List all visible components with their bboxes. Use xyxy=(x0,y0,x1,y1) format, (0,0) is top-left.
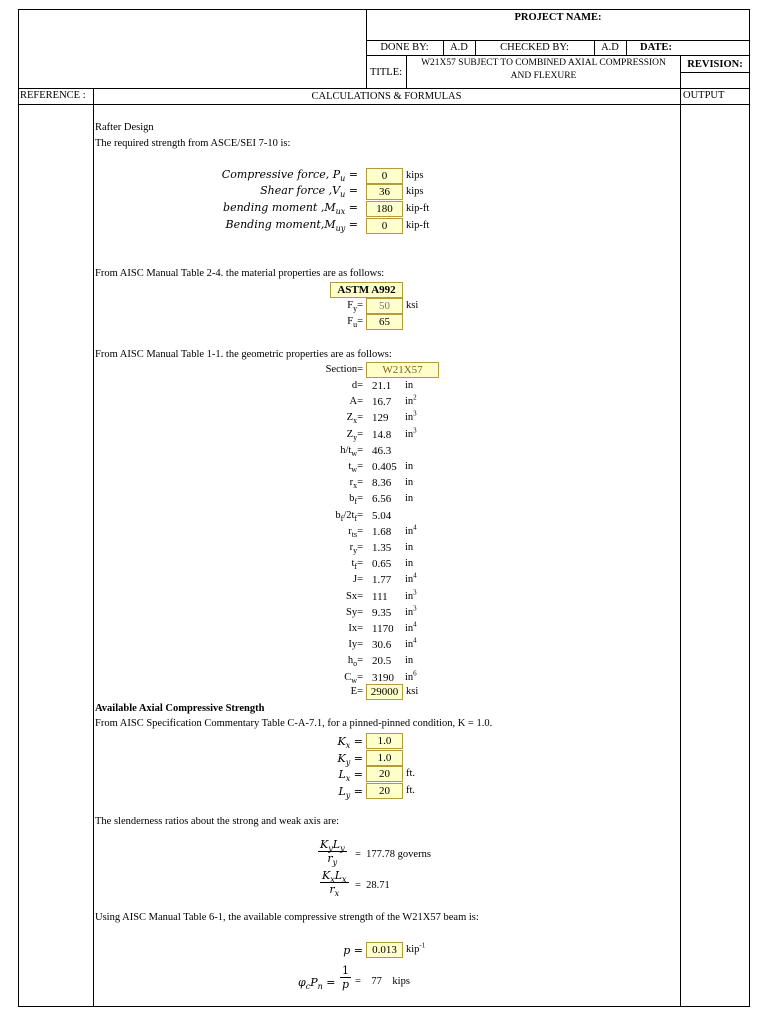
ratio-x-eq: = 28.71 xyxy=(355,880,390,891)
prop-unit-sup: 4 xyxy=(413,636,417,645)
checked-by-label: CHECKED BY: xyxy=(500,42,569,53)
prop-unit xyxy=(405,461,413,472)
phi-fraction xyxy=(340,964,351,991)
checked-by-value: A.D xyxy=(601,42,619,53)
param-sym: L xyxy=(338,768,346,781)
prop-name: h/t xyxy=(340,445,352,456)
muy-input[interactable]: 0 xyxy=(366,218,403,234)
prop-sub: f xyxy=(354,562,358,572)
load-sub: u xyxy=(340,174,346,184)
prop-unit xyxy=(405,655,413,666)
prop-label: $r_y=$ xyxy=(349,542,363,556)
fu-letter: F xyxy=(347,316,354,327)
prop-unit-text: in xyxy=(405,639,414,650)
prop-label: Sx= xyxy=(345,591,363,602)
prop-label: $Z_y=$ xyxy=(346,429,363,443)
fy-letter: F xyxy=(347,300,354,311)
ratio-x-fraction xyxy=(320,869,349,899)
p-label: p = xyxy=(343,944,363,957)
prop-value: 8.36 xyxy=(372,477,392,489)
prop-unit-sup: 4 xyxy=(413,571,417,580)
ratio-x-value: 28.71 xyxy=(366,880,390,891)
prop-sub: w xyxy=(351,465,358,475)
param-sub: y xyxy=(345,758,351,768)
load-label-muy: Bending $moment,M_{uy}$ = xyxy=(225,218,358,234)
prop-label: Ix= xyxy=(348,623,363,634)
prop-label: $Z_x=$ xyxy=(346,412,363,426)
prop-name: t xyxy=(348,461,352,472)
load-sub: u xyxy=(340,190,346,200)
prop-value: 3190 xyxy=(372,672,394,684)
prop-label: $b_f=$ xyxy=(349,493,363,507)
load-label-vu: Shear force $,V_u$ = xyxy=(260,184,358,200)
pu-input[interactable]: 0 xyxy=(366,168,403,184)
prop-unit xyxy=(405,588,417,602)
fu-sub: u xyxy=(353,320,358,330)
load-label-pu: Compressive force, $P_u$ = xyxy=(221,168,358,184)
prop-name: b xyxy=(335,510,341,521)
prop-name: r xyxy=(349,542,354,553)
fu-input[interactable]: 65 xyxy=(366,314,403,330)
prop-label: $b_f/2t_f=$ xyxy=(335,510,363,524)
prop-unit xyxy=(405,604,417,618)
param-sym: K xyxy=(337,735,346,748)
muy-unit: kip-ft xyxy=(406,220,430,231)
axial-param-label: $K_y$ = xyxy=(337,752,363,768)
prop-label: Sy= xyxy=(345,607,363,618)
prop-sub2: f xyxy=(354,514,358,524)
prop-name: b xyxy=(349,493,355,504)
axial-param-label: $K_x$ = xyxy=(337,735,363,751)
fy-label: $F_y=$ xyxy=(347,300,363,314)
load-sub: uy xyxy=(335,224,346,234)
prop-unit-sup: 3 xyxy=(413,409,417,418)
prop-name: Z xyxy=(346,412,354,423)
prop-sub: f xyxy=(340,514,344,524)
prop-unit-text: in xyxy=(405,380,414,391)
prop-value: 9.35 xyxy=(372,607,392,619)
date-label: DATE: xyxy=(640,42,672,53)
axial-param-label: $L_y$ = xyxy=(338,785,363,801)
prop-unit-text: in xyxy=(405,623,414,634)
prop-value: 20.5 xyxy=(372,655,392,667)
e-label: E= xyxy=(350,686,363,697)
slenderness-intro: The slenderness ratios about the strong and weak axis are: xyxy=(95,816,340,827)
prop-value: 5.04 xyxy=(372,510,392,522)
mux-unit: kip-ft xyxy=(406,203,430,214)
prop-name: h xyxy=(347,655,354,666)
ratio-y-den: $r_y$ xyxy=(327,852,338,868)
axial-intro: From AISC Specification Commentary Table C-A-7.1, for a pinned-pinned condition, K = 1.0. xyxy=(95,718,493,729)
prop-unit xyxy=(405,620,417,634)
material-grade-select[interactable]: ASTM A992 xyxy=(330,282,403,298)
p-unit xyxy=(406,941,426,955)
load-sym: P xyxy=(332,168,341,181)
done-by-value: A.D xyxy=(450,42,468,53)
prop-unit-text: in xyxy=(405,429,414,440)
title-line-2: AND FLEXURE xyxy=(510,71,577,81)
param-sub: x xyxy=(345,741,351,751)
title-label: TITLE: xyxy=(369,66,403,78)
prop-label: A= xyxy=(349,396,363,407)
fy-sub: y xyxy=(353,304,358,314)
phi-eq: = 77 kips xyxy=(355,976,410,987)
load-sym: V xyxy=(332,184,341,197)
prop-unit-sup: 3 xyxy=(413,426,417,435)
load-text: Shear force , xyxy=(260,184,333,197)
load-sub: ux xyxy=(335,207,346,217)
section-intro: From AISC Manual Table 1-1. the geometric properties are as follows: xyxy=(95,349,392,360)
prop-value: 16.7 xyxy=(372,396,392,408)
phi-num: 1 xyxy=(342,964,349,977)
vu-input[interactable]: 36 xyxy=(366,184,403,200)
output-label: OUTPUT xyxy=(683,90,725,101)
axial-param-input[interactable]: 20 xyxy=(366,766,403,782)
prop-unit-text: in xyxy=(405,574,414,585)
prop-unit-sup: 2 xyxy=(413,393,417,402)
ratio-x-num: $K_xL_x$ xyxy=(322,869,347,885)
prop-unit-sup: 6 xyxy=(413,669,417,678)
fu-label: $F_u=$ xyxy=(347,316,363,330)
prop-sub: y xyxy=(353,433,358,443)
prop-value: 1170 xyxy=(372,623,394,635)
load-text: bending moment , xyxy=(223,201,325,214)
prop-unit-text: in xyxy=(405,526,414,537)
prop-value: 111 xyxy=(372,591,388,603)
prop-value: 1.68 xyxy=(372,526,392,538)
prop-name: A xyxy=(349,396,358,407)
prop-name: Z xyxy=(346,429,354,440)
fy-input[interactable]: 50 xyxy=(366,298,403,314)
prop-value: 46.3 xyxy=(372,445,392,457)
phi-unit: kips xyxy=(392,976,410,987)
done-by-label: DONE BY: xyxy=(380,42,429,53)
axial-param-input[interactable]: 1.0 xyxy=(366,750,403,766)
p-unit-sup: -1 xyxy=(419,941,426,950)
prop-unit-text: in xyxy=(405,477,414,488)
prop-unit-text: in xyxy=(405,558,414,569)
prop-unit-text: in xyxy=(405,412,414,423)
param-sym: K xyxy=(337,752,346,765)
p-unit-text: kip xyxy=(406,944,420,955)
title-value xyxy=(407,57,680,83)
prop-unit xyxy=(405,426,417,440)
prop-unit-sup: 4 xyxy=(413,620,417,629)
prop-name: r xyxy=(349,477,354,488)
prop-unit xyxy=(405,558,413,569)
prop-unit xyxy=(405,636,417,650)
ratio-y-fraction xyxy=(318,838,347,868)
prop-unit xyxy=(405,380,413,391)
e-input[interactable]: 29000 xyxy=(366,684,403,700)
prop-value: 6.56 xyxy=(372,493,392,505)
prop-unit-text: in xyxy=(405,493,414,504)
section-select[interactable]: W21X57 xyxy=(366,362,439,378)
prop-unit-sup: 4 xyxy=(413,523,417,532)
ratio-y-note: governs xyxy=(397,849,431,860)
e-unit: ksi xyxy=(406,686,419,697)
prop-unit xyxy=(405,523,417,537)
prop-unit-text: in xyxy=(405,655,414,666)
ratio-x-den: $r_x$ xyxy=(329,883,340,899)
pu-unit: kips xyxy=(406,170,424,181)
load-label-mux: bending moment $,M_{ux}$ = xyxy=(223,201,358,217)
project-name-label: PROJECT NAME: xyxy=(514,11,602,23)
prop-label: $r_{ts}=$ xyxy=(348,526,363,540)
prop-name: J xyxy=(352,574,358,585)
prop-value: 0.405 xyxy=(372,461,397,473)
table61-intro: Using AISC Manual Table 6-1, the available compressive strength of the W21X57 beam is: xyxy=(95,912,479,923)
prop-value: 1.35 xyxy=(372,542,392,554)
required-strength-text: The required strength from ASCE/SEI 7-10 is: xyxy=(95,138,291,149)
prop-unit-text: in xyxy=(405,542,414,553)
prop-unit-text: in xyxy=(405,591,414,602)
prop-label: J= xyxy=(352,574,363,585)
prop-name: Iy xyxy=(348,639,358,650)
prop-unit-text: in xyxy=(405,461,414,472)
mux-input[interactable]: 180 xyxy=(366,201,403,217)
axial-param-label: $L_x$ = xyxy=(338,768,363,784)
axial-param-unit: ft. xyxy=(406,768,416,779)
param-sub: y xyxy=(345,791,351,801)
prop-label: $t_f=$ xyxy=(351,558,363,572)
phi-den: p xyxy=(341,978,350,991)
prop-name: Sy xyxy=(345,607,358,618)
prop-name: Ix xyxy=(348,623,358,634)
prop-label: $h_o=$ xyxy=(347,655,363,669)
prop-unit xyxy=(405,409,417,423)
prop-value: 129 xyxy=(372,412,389,424)
ratio-y-num: $K_yL_y$ xyxy=(320,838,345,854)
prop-unit xyxy=(405,477,413,488)
axial-param-input[interactable]: 20 xyxy=(366,783,403,799)
material-intro: From AISC Manual Table 2-4. the material properties are as follows: xyxy=(95,268,385,279)
prop-unit-text: in xyxy=(405,672,414,683)
p-input[interactable]: 0.013 xyxy=(366,942,403,958)
prop-value: 0.65 xyxy=(372,558,392,570)
prop-label: Iy= xyxy=(348,639,363,650)
load-text: Bending moment, xyxy=(225,218,325,231)
prop-label: $r_x=$ xyxy=(349,477,363,491)
param-sub: x xyxy=(345,774,351,784)
prop-name2: /2t xyxy=(343,510,355,521)
prop-unit xyxy=(405,669,417,683)
prop-sub: w xyxy=(351,449,358,459)
prop-name: t xyxy=(351,558,355,569)
prop-label: d= xyxy=(351,380,363,391)
prop-unit xyxy=(405,393,417,407)
axial-param-unit: ft. xyxy=(406,785,416,796)
prop-label: $C_w=$ xyxy=(344,672,363,686)
prop-sub: o xyxy=(353,659,358,669)
prop-sub: ts xyxy=(351,530,358,540)
prop-name: C xyxy=(344,672,352,683)
prop-label: $t_w=$ xyxy=(348,461,363,475)
fy-unit: ksi xyxy=(406,300,419,311)
prop-label: $h/t_w=$ xyxy=(340,445,363,459)
section-label: Section= xyxy=(325,364,363,375)
load-sym: M xyxy=(324,218,336,231)
revision-label: REVISION: xyxy=(687,58,743,70)
title-line-1: W21X57 SUBJECT TO COMBINED AXIAL COMPRESSION xyxy=(421,58,666,68)
load-sym: M xyxy=(324,201,336,214)
prop-sub: y xyxy=(353,546,358,556)
reference-label: REFERENCE : xyxy=(20,90,86,101)
ratio-y-value: 177.78 xyxy=(366,849,396,860)
prop-name: r xyxy=(348,526,352,537)
load-text: Compressive force, xyxy=(221,168,330,181)
prop-unit-sup: 3 xyxy=(413,604,417,613)
prop-sub: x xyxy=(353,416,358,426)
prop-sub: f xyxy=(354,497,358,507)
prop-unit-text: in xyxy=(405,607,414,618)
prop-value: 21.1 xyxy=(372,380,392,392)
prop-name: d xyxy=(351,380,358,391)
axial-heading: Available Axial Compressive Strength xyxy=(95,703,265,714)
rafter-design-text: Rafter Design xyxy=(95,122,154,133)
param-sym: L xyxy=(338,785,346,798)
prop-unit-text: in xyxy=(405,396,414,407)
prop-unit xyxy=(405,542,413,553)
prop-value: 30.6 xyxy=(372,639,392,651)
calculations-label: CALCULATIONS & FORMULAS xyxy=(311,91,462,102)
prop-name: Sx xyxy=(345,591,358,602)
ratio-y-eq: = 177.78 governs xyxy=(355,849,431,860)
prop-sub: x xyxy=(353,481,358,491)
prop-value: 14.8 xyxy=(372,429,392,441)
vu-unit: kips xyxy=(406,186,424,197)
prop-value: 1.77 xyxy=(372,574,392,586)
phi-value: 77 xyxy=(371,976,382,987)
prop-unit xyxy=(405,493,413,504)
prop-unit xyxy=(405,571,417,585)
axial-param-input[interactable]: 1.0 xyxy=(366,733,403,749)
prop-sub: w xyxy=(351,676,358,686)
phi-pn-label: $\varphi_cP_n$ = xyxy=(298,976,336,992)
prop-unit-sup: 3 xyxy=(413,588,417,597)
